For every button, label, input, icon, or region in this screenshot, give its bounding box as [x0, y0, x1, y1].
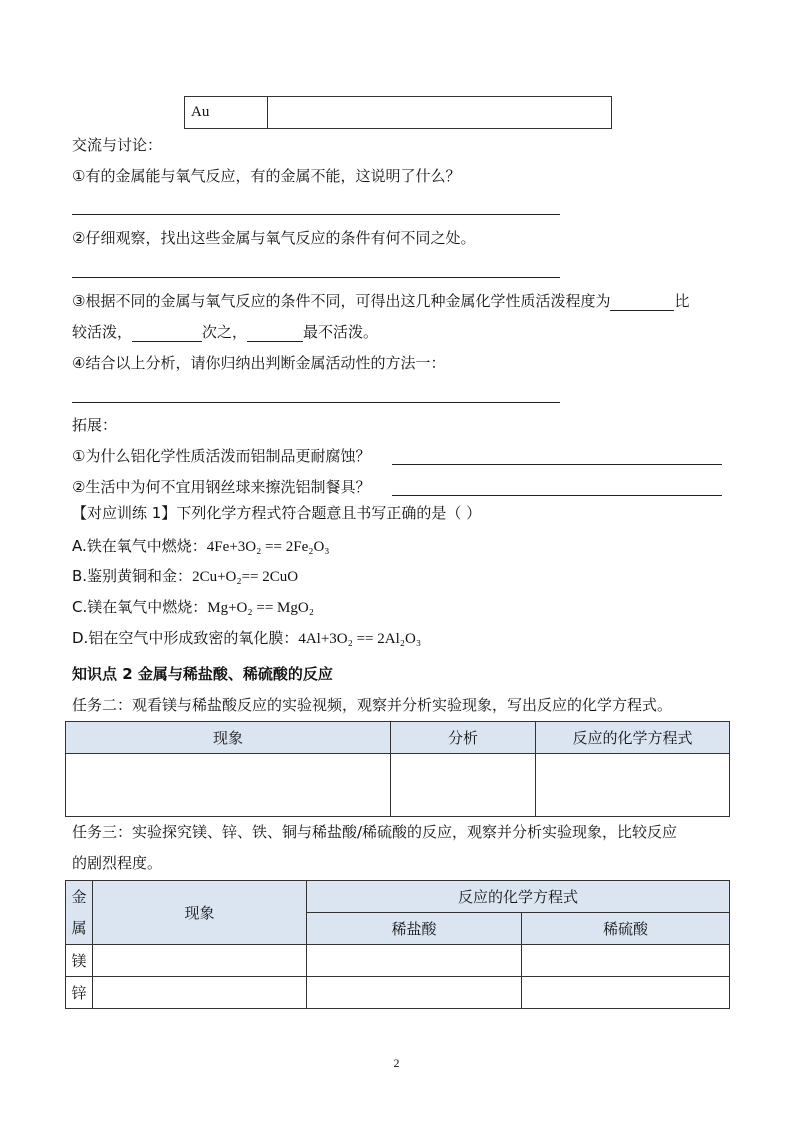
option-b[interactable]	[72, 566, 298, 587]
discussion-q3-line1	[72, 291, 689, 311]
option-d-equation: 4Al+3O₂ == 2Al₂O₃	[298, 631, 422, 647]
answer-line-q2[interactable]	[72, 277, 560, 278]
option-c-label: C.镁在氧气中燃烧：	[72, 598, 208, 616]
extension-heading: 拓展：	[72, 416, 118, 434]
q3-part5: 最不活泼。	[303, 323, 379, 341]
header-equation-2: 反应的化学方程式	[307, 881, 730, 913]
blank-least-active[interactable]	[247, 325, 303, 342]
discussion-q3-line2	[72, 322, 378, 342]
extension-q1: ①为什么铝化学性质活泼而铝制品更耐腐蚀？	[72, 447, 371, 465]
task2-text: 任务二：观看镁与稀盐酸反应的实验视频，观察并分析实验现象，写出反应的化学方程式。	[72, 696, 673, 714]
option-c[interactable]	[72, 597, 314, 618]
option-c-equation: Mg+O₂ == MgO₂	[207, 600, 314, 616]
task3-table	[65, 880, 730, 1009]
header-hcl: 稀盐酸	[307, 913, 522, 945]
q3-part2: 比	[674, 292, 690, 310]
row-metal-mg: 镁	[66, 945, 93, 977]
cell-mg-hcl[interactable]	[307, 945, 522, 977]
task3-text-line2: 的剧烈程度。	[72, 854, 163, 872]
option-d[interactable]	[72, 628, 421, 649]
metal-cell-au: Au	[185, 97, 268, 129]
option-b-equation: 2Cu+O₂== 2CuO	[192, 569, 299, 585]
q3-part3: 较活泼，	[72, 323, 133, 341]
blank-most-active[interactable]	[610, 294, 674, 311]
header-h2so4: 稀硫酸	[522, 913, 730, 945]
answer-line-ext2[interactable]	[392, 495, 722, 496]
header-metal	[66, 881, 93, 945]
header-phenomenon-2: 现象	[93, 881, 307, 945]
cell-phenomenon[interactable]	[66, 754, 391, 817]
page-number: 2	[393, 1056, 400, 1070]
answer-line-ext1[interactable]	[392, 464, 722, 465]
answer-line-q4[interactable]	[72, 402, 560, 403]
cell-mg-h2so4[interactable]	[522, 945, 730, 977]
metal-oxygen-table	[184, 96, 612, 129]
option-b-label: B.鉴别黄铜和金：	[72, 567, 193, 585]
cell-zn-phenomenon[interactable]	[93, 977, 307, 1009]
header-metal-2: 属	[71, 918, 87, 937]
q3-part4: 次之，	[202, 323, 248, 341]
exercise-prefix: 【对应训练 1】	[72, 504, 177, 522]
cell-zn-hcl[interactable]	[307, 977, 522, 1009]
metal-value-cell[interactable]	[268, 97, 612, 129]
discussion-q4: ④结合以上分析，请你归纳出判断金属活动性的方法一：	[72, 354, 446, 372]
extension-q2: ②生活中为何不宜用钢丝球来擦洗铝制餐具？	[72, 478, 371, 496]
cell-analysis[interactable]	[391, 754, 536, 817]
header-equation: 反应的化学方程式	[536, 722, 730, 754]
task3-text-line1: 任务三：实验探究镁、锌、铁、铜与稀盐酸/稀硫酸的反应，观察并分析实验现象，比较反应	[72, 823, 678, 841]
exercise-question: 下列化学方程式符合题意且书写正确的是（ ）	[176, 504, 482, 522]
discussion-q2: ②仔细观察，找出这些金属与氧气反应的条件有何不同之处。	[72, 229, 476, 247]
answer-line-q1[interactable]	[72, 214, 560, 215]
option-a-label: A.铁在氧气中燃烧：	[72, 537, 207, 555]
header-analysis: 分析	[391, 722, 536, 754]
blank-second[interactable]	[132, 325, 202, 342]
cell-equation[interactable]	[536, 754, 730, 817]
option-a-equation: 4Fe+3O₂ == 2Fe₂O₃	[206, 539, 330, 555]
header-metal-1: 金	[71, 887, 87, 906]
cell-mg-phenomenon[interactable]	[93, 945, 307, 977]
header-phenomenon: 现象	[66, 722, 391, 754]
option-d-label: D.铝在空气中形成致密的氧化膜：	[72, 629, 299, 647]
exercise-title	[72, 503, 481, 523]
section2-title: 知识点 2 金属与稀盐酸、稀硫酸的反应	[72, 665, 333, 683]
cell-zn-h2so4[interactable]	[522, 977, 730, 1009]
task2-table	[65, 721, 730, 817]
discussion-heading: 交流与讨论：	[72, 136, 163, 154]
q3-part1: ③根据不同的金属与氧气反应的条件不同，可得出这几种金属化学性质活泼程度为	[72, 292, 611, 310]
discussion-q1: ①有的金属能与氧气反应，有的金属不能，这说明了什么？	[72, 167, 461, 185]
row-metal-zn: 锌	[66, 977, 93, 1009]
option-a[interactable]	[72, 536, 330, 557]
